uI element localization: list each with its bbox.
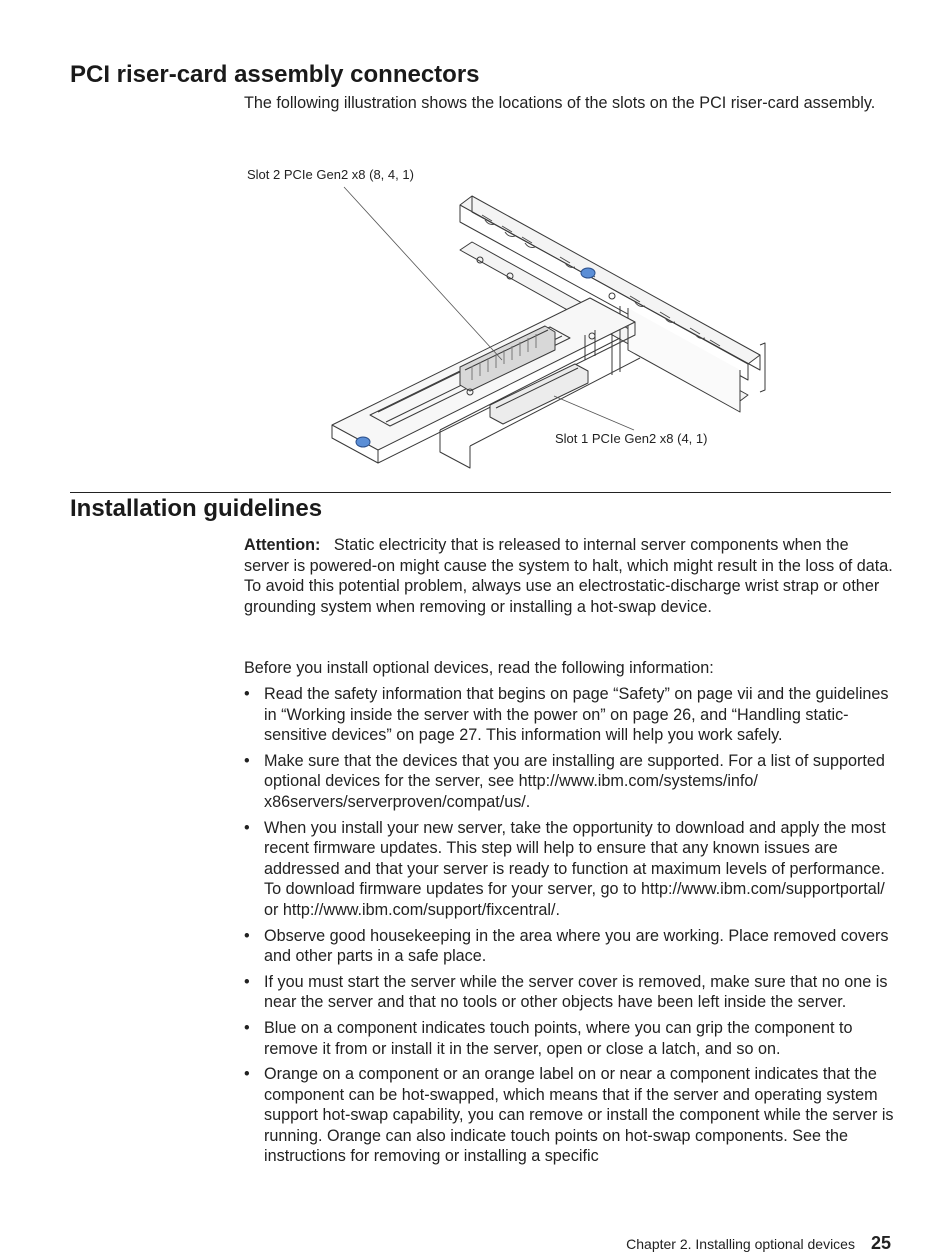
lead-in-text: Before you install optional devices, read the following information: — [244, 659, 714, 677]
guidelines-list — [244, 684, 894, 1172]
list-item — [244, 926, 894, 967]
touch-point-blue — [581, 268, 595, 278]
section-divider — [70, 492, 891, 493]
section-title-pci-riser: PCI riser-card assembly connectors — [70, 61, 480, 88]
page-footer — [560, 1233, 891, 1254]
footer-chapter: Chapter 2. Installing optional devices — [626, 1236, 855, 1252]
list-item — [244, 684, 894, 746]
list-item-text: If you must start the server while the server cover is removed, make sure that no one is near the server and that no tools or other objects have been left inside the server. — [264, 972, 888, 1012]
attention-text: Static electricity that is released to internal server components when the server is powered-on might cause the system to halt, which might result in the loss of data. To avoid this potential problem, always use an electrostatic-discharge wrist strap or other grounding system when removing or installing a hot-swap device. — [244, 536, 893, 616]
bullet-glyph: • — [244, 972, 250, 991]
page-number: 25 — [870, 1233, 891, 1253]
bullet-glyph: • — [244, 685, 250, 703]
riser-card-illustration — [240, 160, 800, 475]
list-item — [244, 751, 894, 813]
callout-slot-1: Slot 1 PCIe Gen2 x8 (4, 1) — [555, 431, 708, 446]
bullet-glyph: • — [244, 1018, 250, 1037]
bullet-glyph: • — [244, 926, 250, 945]
bullet-glyph: • — [244, 1065, 250, 1084]
list-item-text: When you install your new server, take the opportunity to download and apply the most recent firmware updates. This step will help to ensure that any known issues are addressed and that your server is ready to function at maximum levels of performance. To download firmware updates for your server, go to http://www.ibm.com/supportportal/ or http://www.ibm.com/support/fixcentral/. — [264, 818, 886, 919]
list-item-text: Read the safety information that begins on page “Safety” on page vii and the guidelines in “Working inside the server with the power on” on page 26, and “Handling static-sensitive devices” on page 27. This information will help you work safely. — [264, 685, 889, 745]
list-item — [244, 818, 894, 921]
list-item-text: Observe good housekeeping in the area where you are working. Place removed covers and other parts in a safe place. — [264, 926, 889, 966]
bullet-glyph: • — [244, 818, 250, 837]
touch-point-blue — [356, 437, 370, 447]
callout-slot-2: Slot 2 PCIe Gen2 x8 (8, 4, 1) — [247, 167, 414, 182]
list-item — [244, 1064, 894, 1167]
section-title-installation-guidelines: Installation guidelines — [70, 495, 323, 522]
list-item-text: Orange on a component or an orange label on or near a component indicates that the component can be hot-swapped, which means that if the server and operating system support hot-swap capability, you can remove or install the component while the server is running. Orange can also indicate touch points on hot-swap components. See the instructions for removing or installing a specific — [264, 1065, 894, 1166]
list-item — [244, 1018, 894, 1059]
list-item-text: Blue on a component indicates touch points, where you can grip the component to remove it from or install it in the server, open or close a latch, and so on. — [264, 1018, 853, 1058]
list-item-text: Make sure that the devices that you are installing are supported. For a list of supported optional devices for the server, see http://www.ibm.com/systems/info/ x86servers/serverproven/compat/us/. — [264, 751, 885, 811]
figure-intro-text: The following illustration shows the locations of the slots on the PCI riser-card assembly. — [244, 94, 876, 112]
list-item — [244, 972, 894, 1013]
bullet-glyph: • — [244, 751, 250, 770]
riser-card-drawing — [240, 160, 800, 475]
attention-label: Attention: — [244, 536, 321, 554]
attention-notice — [244, 535, 894, 617]
